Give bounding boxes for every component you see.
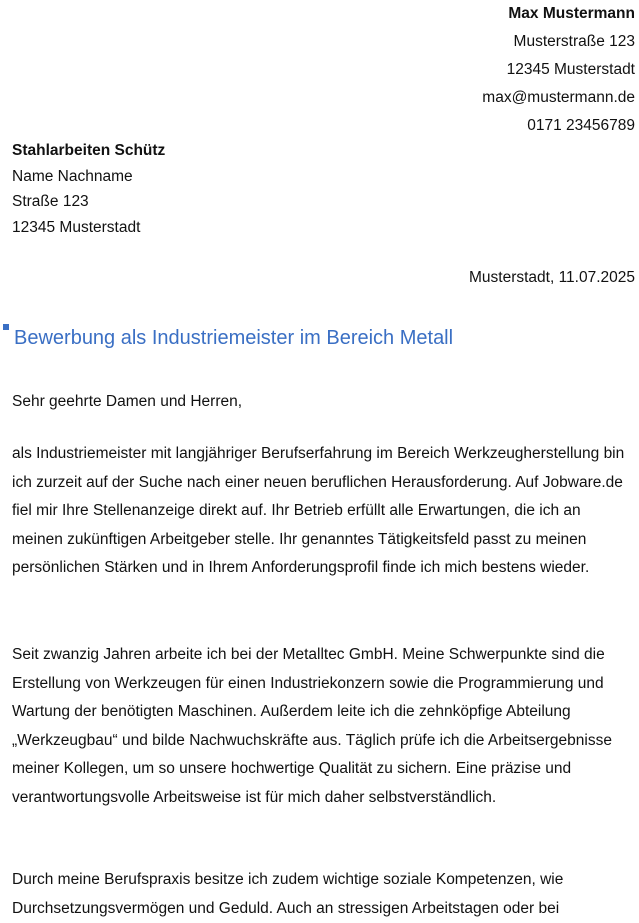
sender-name: Max Mustermann xyxy=(508,5,635,22)
subject-marker-icon xyxy=(3,324,9,330)
sender-phone: 0171 23456789 xyxy=(527,117,635,134)
letter-date: Musterstadt, 11.07.2025 xyxy=(468,269,635,286)
sender-street: Musterstraße 123 xyxy=(513,33,635,50)
body-paragraph-competences: Durch meine Berufspraxis besitze ich zudem wichtige soziale Kompetenzen, wie Durchsetzungsvermögen und Geduld. Auch an stressigen Arbeitstagen oder bei xyxy=(12,871,564,917)
recipient-address-block xyxy=(12,138,165,240)
recipient-city: 12345 Musterstadt xyxy=(12,218,141,236)
salutation: Sehr geehrte Damen und Herren, xyxy=(12,393,243,410)
body-paragraph-intro: als Industriemeister mit langjähriger Berufserfahrung im Bereich Werkzeugherstellung bin ich zurzeit auf der Suche nach einer neuen beruflichen Herausforderung. Auf Jobware.de fiel mir Ihre Stellenanzeige direkt auf. Ihr Betrieb erfüllt alle Erwartungen, die ich an meinen zukünftigen Arbeitgeber stelle. Ihr genanntes Tätigkeitsfeld passt zu meinen persönlichen Stärken und in Ihrem Anforderungsprofil finde ich mich bestens wieder. xyxy=(12,445,625,577)
body-paragraph-experience: Seit zwanzig Jahren arbeite ich bei der Metalltec GmbH. Meine Schwerpunkte sind die Erstellung von Werkzeugen für einen Industriekonzern sowie die Programmierung und Wartung der benötigten Maschinen. Außerdem leite ich die zehnköpfige Abteilung „Werkzeugbau“ und bilde Nachwuchskräfte aus. Täglich prüfe ich die Arbeitsergebnisse meiner Kollegen, um so unsere hochwertige Qualität zu sichern. Eine präzise und verantwortungsvolle Arbeitsweise ist für mich daher selbstverständlich. xyxy=(12,646,612,806)
sender-city: 12345 Musterstadt xyxy=(506,61,635,78)
recipient-street: Straße 123 xyxy=(12,193,89,210)
sender-email: max@mustermann.de xyxy=(482,89,635,106)
recipient-company: Stahlarbeiten Schütz xyxy=(12,142,166,159)
sender-address-block xyxy=(482,0,635,140)
letter-subject: Bewerbung als Industriemeister im Bereich Metall xyxy=(14,327,454,349)
recipient-contact: Name Nachname xyxy=(12,167,133,185)
